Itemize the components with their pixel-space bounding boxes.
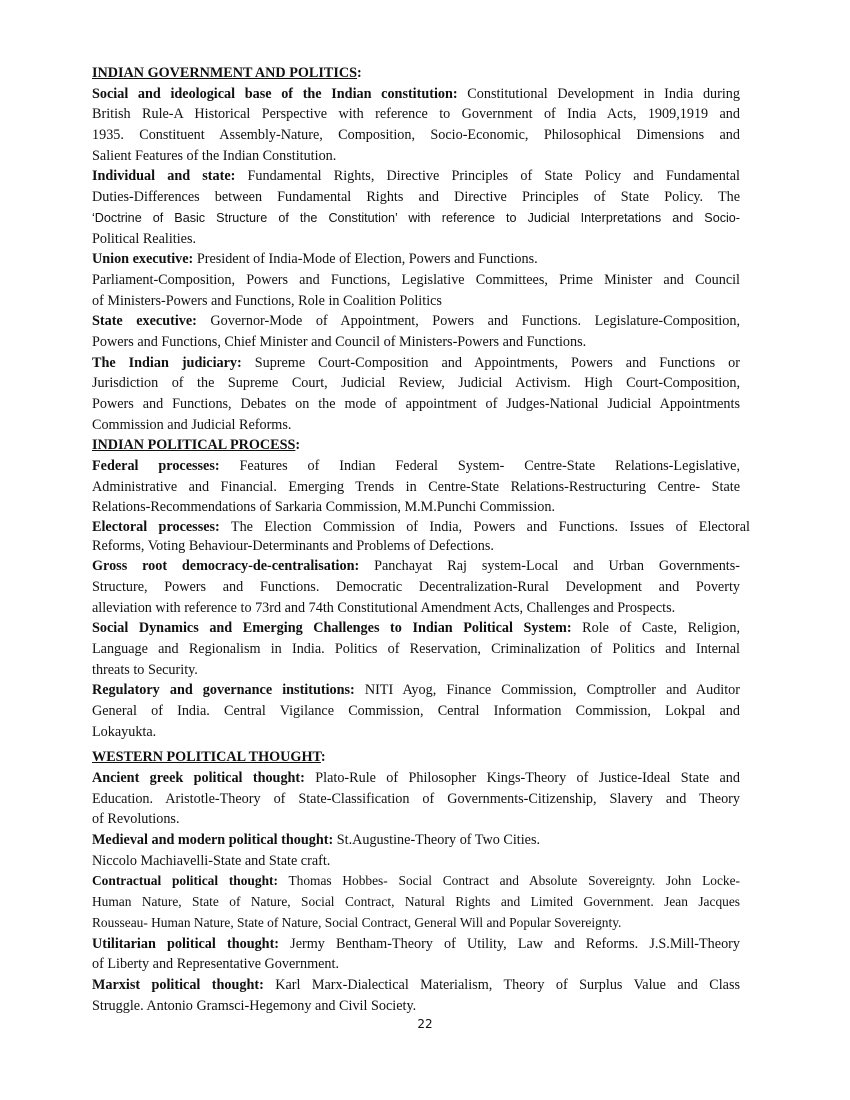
text-line — [92, 809, 740, 830]
section-0 — [92, 63, 740, 435]
section-heading-suffix: : — [357, 65, 362, 81]
topic-paragraph — [92, 975, 740, 1016]
topic-paragraph — [92, 270, 740, 311]
text-line — [92, 934, 740, 955]
topic-title: Utilitarian political thought: — [92, 935, 280, 952]
topic-paragraph — [92, 618, 740, 680]
section-heading-suffix: : — [320, 749, 326, 766]
topic-title: Individual and state: — [92, 168, 236, 185]
topic-text: General of India. Central Vigilance Commission, Central Information Commission, Lokpal and — [92, 702, 740, 719]
text-line — [92, 701, 740, 722]
text-line — [92, 394, 740, 415]
text-line — [92, 518, 750, 537]
topic-text: Constitutional Development in India during — [457, 85, 740, 102]
topic-text: Parliament-Composition, Powers and Functions, Legislative Committees, Prime Minister and Council — [92, 271, 740, 288]
topic-text: ‘Doctrine of Basic Structure of the Constitution’ with reference to Judicial Interpretations and Socio- — [92, 210, 740, 225]
topic-title: Ancient greek political thought: — [92, 770, 305, 786]
topic-text: Jurisdiction of the Supreme Court, Judicial Review, Judicial Activism. High Court-Composition, — [92, 375, 740, 392]
section-heading-text: WESTERN POLITICAL THOUGHT — [92, 749, 321, 766]
topic-text: Administrative and Financial. Emerging Trends in Centre-State Relations-Restructuring Centre- State — [92, 478, 740, 495]
topic-text: Structure, Powers and Functions. Democratic Decentralization-Rural Development and Poverty — [92, 578, 740, 595]
topic-paragraph — [92, 166, 740, 249]
text-line — [92, 871, 740, 892]
text-line — [92, 556, 740, 577]
text-line — [92, 456, 740, 477]
section-heading — [92, 63, 740, 84]
topic-text: Relations-Recommendations of Sarkaria Commission, M.M.Punchi Commission. — [92, 499, 556, 516]
topic-paragraph — [92, 456, 740, 518]
topic-text: Commission and Judicial Reforms. — [92, 416, 292, 433]
topic-paragraph — [92, 84, 740, 167]
topic-text: Lokayukta. — [92, 723, 157, 740]
topic-text: of Liberty and Representative Government. — [92, 956, 340, 973]
text-line — [92, 311, 740, 332]
topic-paragraph — [92, 353, 740, 436]
topic-text: St.Augustine-Theory of Two Cities. — [333, 832, 541, 849]
text-line — [92, 851, 740, 872]
page-number: 22 — [417, 1017, 433, 1031]
topic-text: Plato-Rule of Philosopher Kings-Theory of Justice-Ideal State and — [304, 770, 740, 786]
topic-text: The Election Commission of India, Powers and Functions. Issues of Electoral — [219, 519, 750, 536]
topic-text: President of India-Mode of Election, Powers and Functions. — [193, 251, 538, 268]
text-line — [92, 537, 740, 556]
text-line — [92, 125, 740, 146]
topic-title: Contractual political thought: — [92, 873, 278, 889]
topic-text: Salient Features of the Indian Constitution. — [92, 147, 337, 164]
topic-title: Regulatory and governance institutions: — [92, 682, 355, 699]
topic-paragraph — [92, 518, 750, 556]
text-line — [92, 598, 740, 619]
topic-text: Fundamental Rights, Directive Principles of State Policy and Fundamental — [235, 168, 740, 185]
topic-text: Powers and Functions, Debates on the mode of appointment of Judges-National Judicial Appointments — [92, 396, 740, 412]
topic-text: of Ministers-Powers and Functions, Role in Coalition Politics — [92, 292, 442, 309]
topic-title: Electoral processes: — [92, 519, 220, 536]
section-2 — [92, 747, 740, 1016]
text-line — [92, 639, 740, 660]
topic-paragraph — [92, 680, 740, 742]
topic-text: Governor-Mode of Appointment, Powers and Functions. Legislature-Composition, — [196, 313, 740, 330]
topic-text: Language and Regionalism in India. Politics of Reservation, Criminalization of Politics and Internal — [92, 640, 740, 657]
text-line — [92, 332, 740, 353]
topic-text: alleviation with reference to 73rd and 74th Constitutional Amendment Acts, Challenges and Prospects. — [92, 599, 676, 616]
text-line — [92, 768, 740, 789]
topic-text: Rousseau- Human Nature, State of Nature, Social Contract, General Will and Popular Sovereignty. — [92, 914, 622, 930]
text-line — [92, 975, 740, 996]
text-line — [92, 84, 740, 105]
text-line — [92, 830, 740, 851]
text-line — [92, 415, 740, 436]
text-line — [92, 954, 740, 975]
text-line — [92, 577, 740, 598]
document-body — [92, 63, 750, 1016]
text-line — [92, 249, 740, 270]
topic-text: Thomas Hobbes- Social Contract and Absolute Sovereignty. John Locke- — [277, 873, 740, 889]
section-1 — [92, 435, 750, 742]
topic-text: Role of Caste, Religion, — [571, 620, 740, 637]
topic-paragraph — [92, 768, 740, 830]
topic-paragraph — [92, 556, 740, 618]
topic-text: Supreme Court-Composition and Appointments, Powers and Functions or — [241, 354, 740, 371]
topic-text: Karl Marx-Dialectical Materialism, Theory of Surplus Value and Class — [263, 976, 740, 993]
topic-paragraph — [92, 934, 740, 975]
topic-text: Political Realities. — [92, 230, 197, 247]
topic-text: Human Nature, State of Nature, Social Contract, Natural Rights and Limited Government. Jean Jacques — [92, 894, 740, 910]
topic-title: State executive: — [92, 313, 197, 330]
topic-text: 1935. Constituent Assembly-Nature, Composition, Socio-Economic, Philosophical Dimensions and — [92, 127, 740, 144]
text-line — [92, 104, 740, 125]
text-line — [92, 789, 740, 810]
topic-title: The Indian judiciary: — [92, 354, 242, 371]
topic-text: Education. Aristotle-Theory of State-Classification of Governments-Citizenship, Slavery and Theory — [92, 790, 740, 807]
text-line — [92, 618, 740, 639]
text-line — [92, 229, 740, 250]
text-line — [92, 187, 740, 208]
topic-text: Features of Indian Federal System- Centre-State Relations-Legislative, — [219, 458, 740, 475]
topic-paragraph — [92, 851, 740, 872]
section-heading-suffix: : — [295, 437, 301, 454]
topic-title: Union executive: — [92, 251, 194, 268]
topic-text: Niccolo Machiavelli-State and State craft. — [92, 852, 331, 869]
topic-text: NITI Ayog, Finance Commission, Comptroller and Auditor — [354, 682, 740, 699]
text-line — [92, 660, 740, 681]
topic-title: Social Dynamics and Emerging Challenges to Indian Political System: — [92, 620, 572, 637]
section-heading-text: INDIAN GOVERNMENT AND POLITICS — [92, 65, 358, 81]
topic-title: Social and ideological base of the Indian constitution: — [92, 85, 458, 102]
topic-paragraph — [92, 830, 740, 851]
topic-text: British Rule-A Historical Perspective with reference to Government of India Acts, 1909,1919 and — [92, 106, 740, 123]
topic-text: Jermy Bentham-Theory of Utility, Law and Reforms. J.S.Mill-Theory — [279, 935, 740, 952]
topic-title: Medieval and modern political thought: — [92, 832, 334, 849]
topic-title: Marxist political thought: — [92, 976, 264, 993]
topic-text: Panchayat Raj system-Local and Urban Governments- — [359, 558, 740, 575]
topic-text: threats to Security. — [92, 661, 198, 678]
text-line — [92, 477, 740, 498]
topic-title: Federal processes: — [92, 458, 220, 475]
topic-text: Struggle. Antonio Gramsci-Hegemony and Civil Society. — [92, 997, 417, 1014]
topic-paragraph — [92, 311, 740, 352]
text-line — [92, 146, 740, 167]
text-line — [92, 270, 740, 291]
topic-paragraph — [92, 871, 740, 933]
text-line — [92, 373, 740, 394]
text-line — [92, 208, 740, 229]
topic-text: Duties-Differences between Fundamental Rights and Directive Principles of State Policy. The — [92, 189, 740, 206]
text-line — [92, 892, 740, 913]
text-line — [92, 913, 740, 934]
topic-title: Gross root democracy-de-centralisation: — [92, 558, 360, 575]
topic-text: of Revolutions. — [92, 811, 180, 828]
topic-text: Reforms, Voting Behaviour-Determinants and Problems of Defections. — [92, 538, 494, 555]
text-line — [92, 497, 740, 518]
topic-text: Powers and Functions, Chief Minister and Council of Ministers-Powers and Functions. — [92, 333, 587, 350]
text-line — [92, 291, 740, 312]
text-line — [92, 680, 740, 701]
section-heading — [92, 435, 740, 456]
text-line — [92, 353, 740, 374]
text-line — [92, 722, 740, 743]
text-line — [92, 996, 740, 1017]
section-heading-text: INDIAN POLITICAL PROCESS — [92, 437, 296, 454]
text-line — [92, 166, 740, 187]
topic-paragraph — [92, 249, 740, 270]
section-heading — [92, 747, 740, 768]
